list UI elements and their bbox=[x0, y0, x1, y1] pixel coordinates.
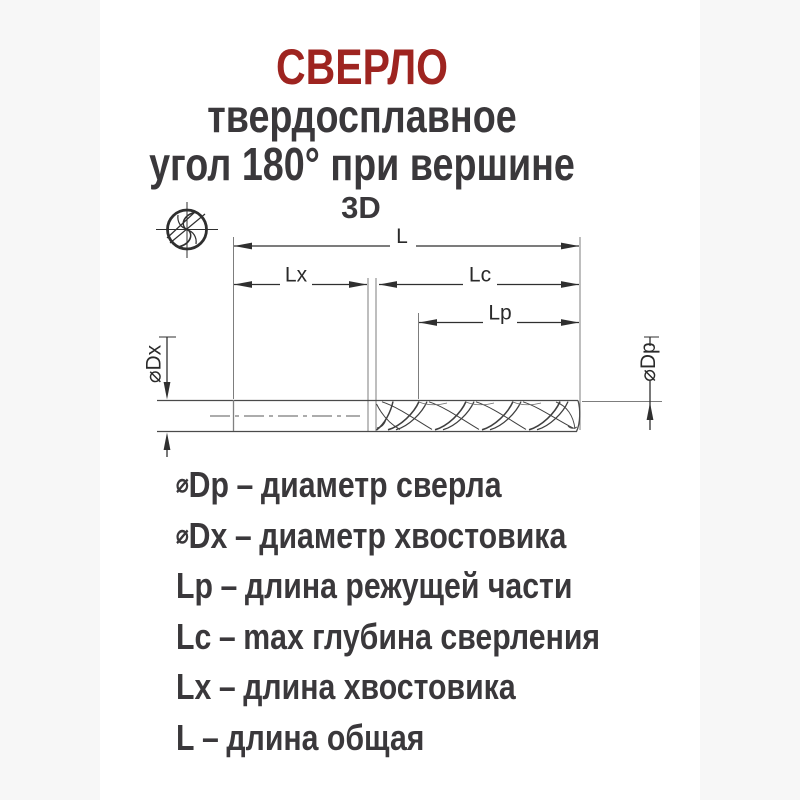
legend-diameter-sign: ⌀ bbox=[176, 470, 189, 498]
legend-desc: диаметр сверла bbox=[260, 464, 502, 505]
legend-diameter-sign: ⌀ bbox=[176, 520, 189, 549]
legend-row-lp bbox=[176, 560, 600, 611]
drill-end-view-icon bbox=[156, 202, 218, 258]
dim-label-dx: ⌀Dx bbox=[142, 344, 166, 384]
legend-row-dp bbox=[176, 459, 600, 510]
legend-dash: – bbox=[236, 464, 254, 505]
legend-desc: длина режущей части bbox=[244, 565, 573, 606]
dim-label-lp: Lp bbox=[488, 301, 512, 325]
legend bbox=[176, 459, 681, 762]
legend-desc: длина общая bbox=[226, 716, 425, 758]
legend-dash: – bbox=[202, 716, 219, 758]
dim-label-lc: Lc bbox=[468, 263, 492, 287]
legend-desc: max глубина сверления bbox=[243, 615, 601, 657]
view-3d-label: 3D bbox=[341, 190, 381, 225]
dim-label-dp: ⌀Dp bbox=[637, 342, 660, 382]
legend-symbol: L bbox=[176, 716, 195, 758]
legend-row-lc bbox=[176, 611, 600, 662]
legend-desc: длина хвостовика bbox=[243, 666, 516, 707]
legend-symbol: Lp bbox=[176, 565, 213, 606]
legend-symbol: Dp bbox=[188, 464, 229, 505]
legend-dash: – bbox=[218, 666, 236, 707]
subtitle-line-2: угол 180° при вершине bbox=[149, 138, 575, 190]
legend-row-l bbox=[176, 712, 600, 763]
legend-row-lx bbox=[176, 661, 600, 712]
legend-desc: диаметр хвостовика bbox=[259, 514, 567, 556]
legend-dash: – bbox=[220, 565, 238, 606]
dim-label-l: L bbox=[396, 225, 408, 248]
dim-label-lx: Lx bbox=[284, 263, 308, 287]
legend-dash: – bbox=[234, 514, 252, 556]
drill-flutes bbox=[377, 402, 574, 431]
legend-symbol: Lx bbox=[176, 666, 212, 707]
page-title: СВЕРЛО bbox=[276, 39, 448, 95]
legend-dash: – bbox=[218, 615, 236, 657]
legend-row-dx bbox=[176, 510, 600, 561]
subtitle-line-1: твердосплавное bbox=[207, 90, 517, 142]
legend-symbol: Lc bbox=[176, 615, 212, 657]
legend-symbol: Dx bbox=[188, 514, 228, 556]
